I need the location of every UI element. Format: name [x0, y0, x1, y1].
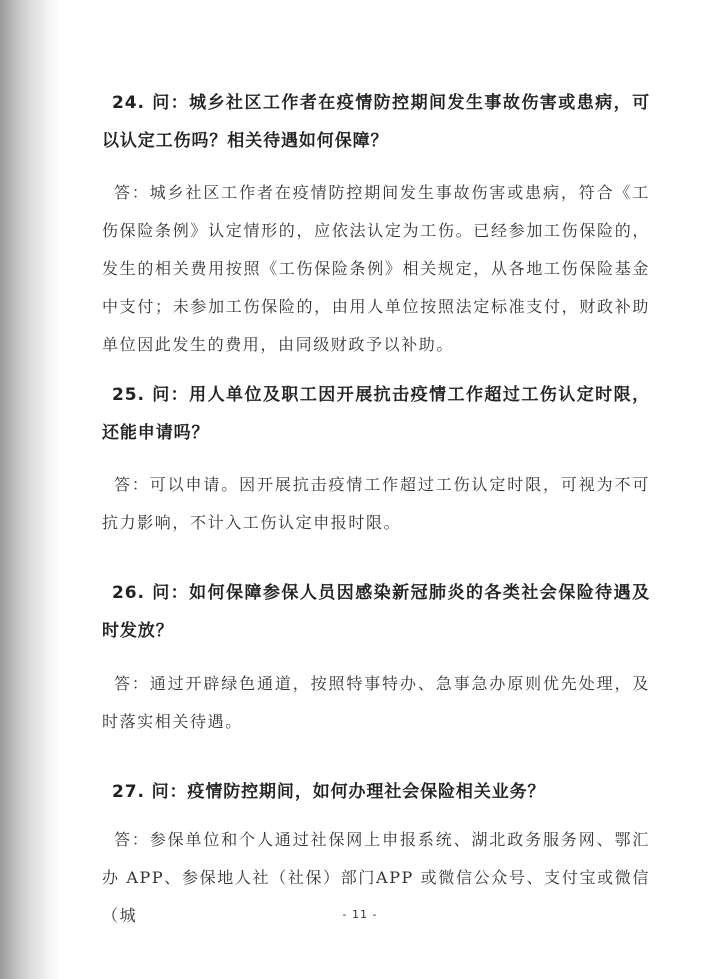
answer-26: 答：通过开辟绿色通道，按照特事特办、急事急办原则优先处理，及时落实相关待遇。 [102, 674, 650, 731]
answer-24: 答：城乡社区工作者在疫情防控期间发生事故伤害或患病，符合《工伤保险条例》认定情形的，应依法认定为工伤。已经参加工伤保险的，发生的相关费用按照《工伤保险条例》相关规定，从各地工伤保险基金中支付；未参加工伤保险的，由用人单位按照法定标准支付，财政补助单位因此发生的费用，由同级财政予以补助。 [102, 183, 650, 354]
answer-27: 答：参保单位和个人通过社保网上申报系统、湖北政务服务网、鄂汇办 APP、参保地人社（社保）部门APP 或微信公众号、支付宝或微信（城 [102, 830, 650, 925]
question-25: 25. 问：用人单位及职工因开展抗击疫情工作超过工伤认定时限，还能申请吗？ [102, 385, 650, 443]
answer-25: 答：可以申请。因开展抗击疫情工作超过工伤认定时限，可视为不可抗力影响，不计入工伤认定申报时限。 [102, 475, 650, 532]
page-number: - 11 - [342, 908, 378, 921]
question-24: 24. 问：城乡社区工作者在疫情防控期间发生事故伤害或患病，可以认定工伤吗？相关待遇如何保障？ [102, 93, 650, 151]
question-26: 26. 问：如何保障参保人员因感染新冠肺炎的各类社会保险待遇及时发放？ [102, 583, 650, 641]
page-edge-shadow [0, 0, 60, 979]
question-27: 27. 问：疫情防控期间，如何办理社会保险相关业务？ [112, 782, 546, 802]
